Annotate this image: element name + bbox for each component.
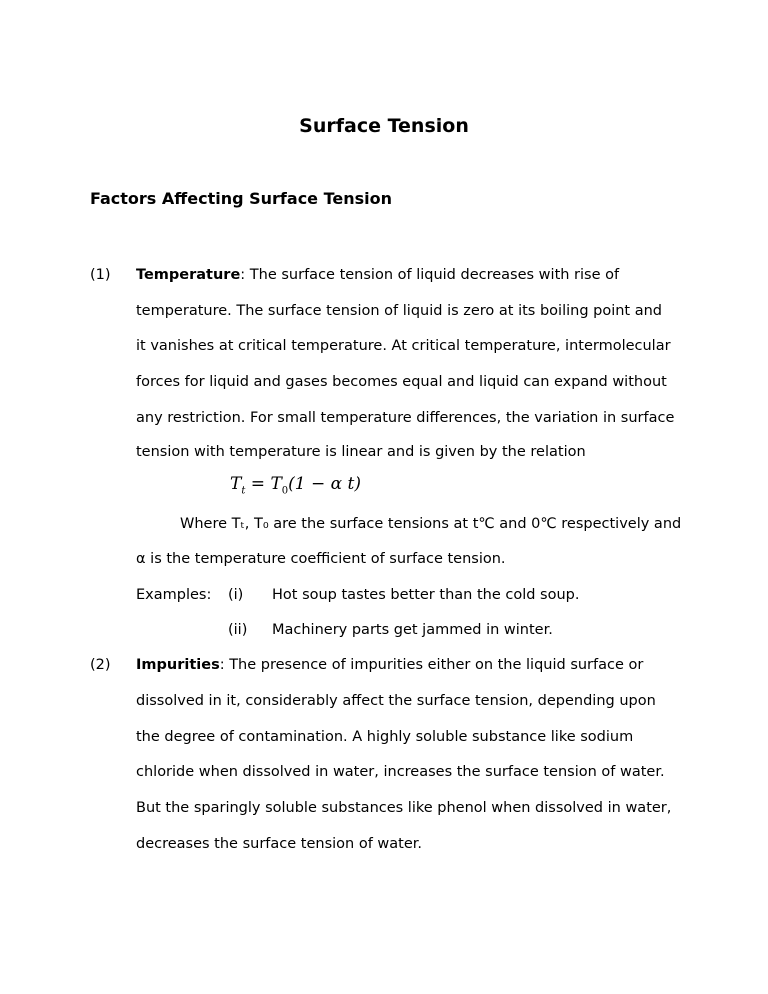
item-number: (2) bbox=[90, 657, 111, 673]
paragraph-line: forces for liquid and gases becomes equal and liquid can expand without bbox=[136, 374, 667, 390]
paragraph-line: chloride when dissolved in water, increases the surface tension of water. bbox=[136, 764, 665, 780]
paragraph-line: Where Tₜ, T₀ are the surface tensions at t℃ and 0℃ respectively and bbox=[180, 516, 682, 532]
example-text: Hot soup tastes better than the cold soup. bbox=[272, 587, 580, 603]
formula-lhs-sub: t bbox=[241, 485, 246, 497]
paragraph-line: it vanishes at critical temperature. At critical temperature, intermolecular bbox=[136, 338, 671, 354]
formula bbox=[230, 474, 361, 501]
paragraph-line: tension with temperature is linear and is given by the relation bbox=[136, 444, 586, 460]
example-number: (ii) bbox=[228, 622, 248, 638]
example-text: Machinery parts get jammed in winter. bbox=[272, 622, 553, 638]
paragraph-line: α is the temperature coefficient of surface tension. bbox=[136, 551, 506, 567]
paragraph-line: decreases the surface tension of water. bbox=[136, 836, 423, 852]
paragraph-line bbox=[136, 655, 643, 675]
formula-eq: = bbox=[245, 474, 271, 494]
formula-lhs: T bbox=[230, 474, 242, 494]
paragraph-line: But the sparingly soluble substances like phenol when dissolved in water, bbox=[136, 800, 672, 816]
formula-rhs-sub: 0 bbox=[281, 485, 289, 497]
paragraph-line bbox=[136, 265, 619, 285]
text: : The surface tension of liquid decreases with rise of bbox=[240, 267, 620, 283]
text: : The presence of impurities either on the liquid surface or bbox=[219, 657, 644, 673]
formula-rest: (1 − α t) bbox=[288, 474, 362, 494]
page-title: Surface Tension bbox=[299, 115, 469, 137]
paragraph-line: the degree of contamination. A highly soluble substance like sodium bbox=[136, 729, 634, 745]
example-number: (i) bbox=[228, 587, 244, 603]
term: Impurities bbox=[136, 657, 220, 673]
formula-rhs: T bbox=[270, 474, 282, 494]
paragraph-line: temperature. The surface tension of liquid is zero at its boiling point and bbox=[136, 303, 663, 319]
term: Temperature bbox=[136, 267, 241, 283]
item-number: (1) bbox=[90, 267, 111, 283]
paragraph-line: any restriction. For small temperature differences, the variation in surface bbox=[136, 410, 675, 426]
paragraph-line: dissolved in it, considerably affect the surface tension, depending upon bbox=[136, 693, 656, 709]
examples-label: Examples: bbox=[136, 587, 212, 603]
section-heading: Factors Affecting Surface Tension bbox=[90, 189, 393, 208]
